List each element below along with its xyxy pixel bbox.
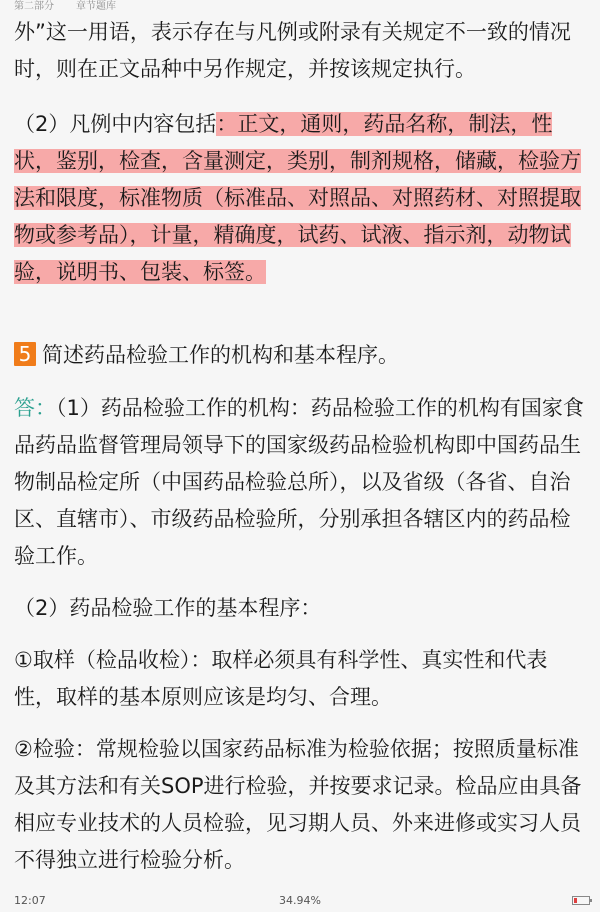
- section-label: 第二部分: [14, 1, 54, 12]
- reader-header: [0, 0, 600, 14]
- answer-part-1: [14, 390, 589, 575]
- answer-institutions: （1）药品检验工作的机构：药品检验工作的机构有国家食品药品监督管理局领导下的国家级药品检验机构即中国药品生物制品检定所（中国药品检验总所），以及省级（各省、自治区、直辖市）、市级药品检验所，分别承担各辖区内的药品检验工作。: [14, 396, 584, 568]
- page-content: [14, 14, 589, 879]
- paragraph-intro: 外”这一用语，表示存在与凡例或附录有关规定不一致的情况时，则在正文品种中另作规定，并按该规定执行。: [14, 20, 571, 81]
- answer-step-sampling: ①取样（检品收检）：取样必须具有科学性、真实性和代表性，取样的基本原则应该是均匀、合理。: [14, 648, 548, 709]
- answer-part-2-heading: （2）药品检验工作的基本程序：: [14, 596, 322, 620]
- highlighted-text[interactable]: ：正文，通则，药品名称，制法，性状，鉴别，检查，含量测定，类别，制剂规格，储藏，检验方法和限度，标准物质（标准品、对照品、对照药材、对照提取物或参考品），计量，精确度，试药、试液、指示剂，动物试验，说明书、包装、标签。: [14, 112, 581, 284]
- question-5: [14, 337, 589, 374]
- answer-label: 答：: [14, 396, 56, 420]
- notes-prefix: （2）凡例中内容包括: [14, 112, 217, 136]
- answer-step-testing: ②检验：常规检验以国家药品标准为检验依据；按照质量标准及其方法和有关SOP进行检验，并按要求记录。检品应由具备相应专业技术的人员检验，见习期人员、外来进修或实习人员不得独立进行检验分析。: [14, 737, 582, 872]
- clock: 12:07: [14, 894, 46, 907]
- reading-progress: 34.94%: [279, 894, 321, 907]
- reader-status-bar: [0, 890, 600, 912]
- chapter-title: 章节题库: [76, 1, 116, 12]
- paragraph-notes-contents: [14, 106, 589, 291]
- question-text: 简述药品检验工作的机构和基本程序。: [42, 343, 399, 367]
- question-number-badge: 5: [14, 342, 36, 366]
- battery-icon: [572, 896, 590, 905]
